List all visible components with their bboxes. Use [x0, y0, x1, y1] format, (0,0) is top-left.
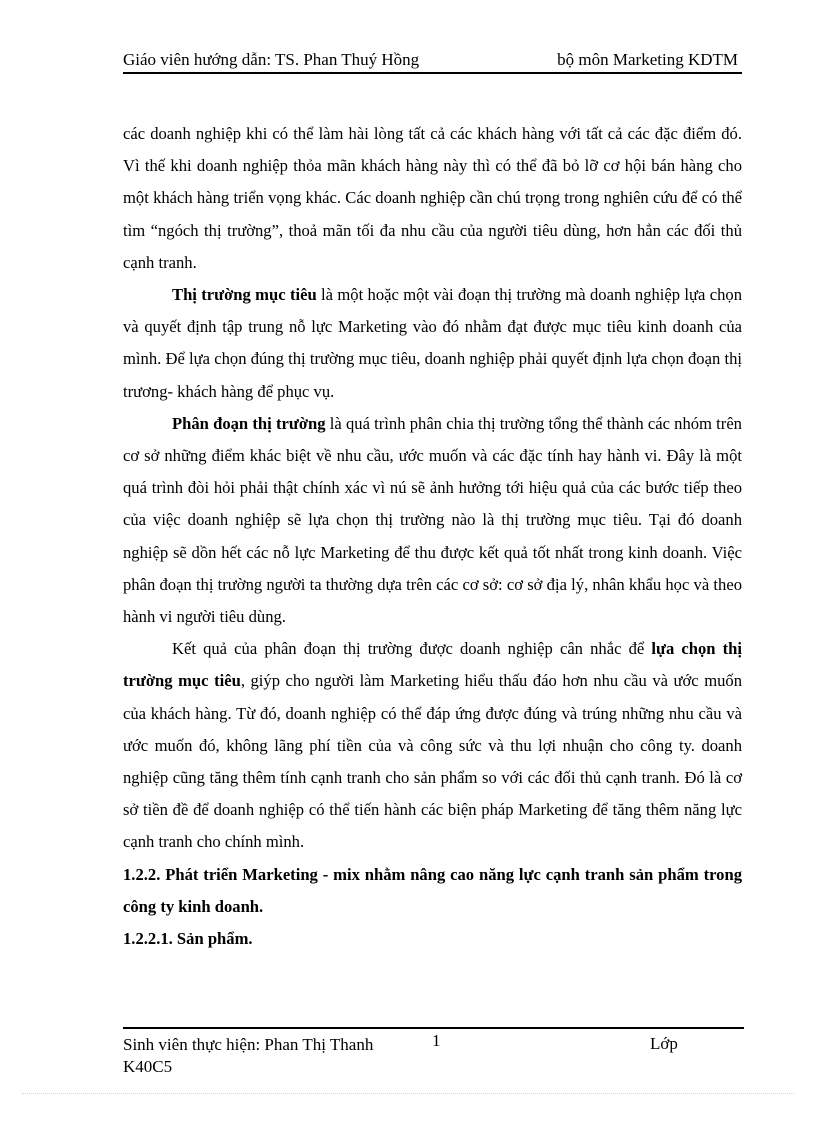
- page-header: [123, 46, 742, 74]
- paragraph-4-text: , giýp cho người làm Marketing hiểu thấu đáo hơn nhu cầu và ước muốn của khách hàng. Từ đó, doanh nghiệp có thể đáp ứng được đúng và trúng những nhu cầu và ước muốn đó, không lãng phí tiền của và công sức và thu lợi nhuận cho công ty. doanh nghiệp cũng tăng thêm tính cạnh tranh cho sản phẩm so với các đối thủ cạnh tranh. Đó là cơ sở tiền đề để doanh nghiệp có thể tiến hành các biện pháp Marketing để tăng thêm năng lực cạnh tranh cho chính mình.: [123, 671, 743, 852]
- term-market-segmentation: Phân đoạn thị trường: [172, 413, 326, 433]
- term-choose-target-market: lựa chọn thị trường mục tiêu: [123, 639, 742, 691]
- footer-divider: [123, 1027, 744, 1029]
- page-number: 1: [432, 1031, 441, 1050]
- term-target-market: Thị trường mục tiêu: [172, 285, 317, 305]
- section-heading-1-2-2-1: 1.2.2.1. Sản phẩm.: [123, 929, 253, 949]
- paragraph-2-text: là một hoặc một vài đoạn thị trường mà doanh nghiệp lựa chọn và quyết định tập trung nỗ lực Marketing vào đó nhằm đạt được mục tiêu kinh doanh của mình. Để lựa chọn đúng thị trường mục tiêu, doanh nghiệp phải quyết định lựa chọn đoạn thị trương- khách hàng để phục vụ.: [123, 285, 742, 401]
- document-body: [123, 118, 742, 955]
- header-department: bộ môn Marketing KDTM: [557, 50, 738, 69]
- footer-class-code: K40C5: [123, 1057, 173, 1076]
- footer-student: [123, 1034, 373, 1078]
- page-boundary: [22, 1093, 794, 1094]
- paragraph-2: [123, 279, 742, 408]
- paragraph-4-start: Kết quả của phân đoạn thị trường được doanh nghiệp cân nhắc để: [172, 639, 652, 659]
- paragraph-3-text: là quá trình phân chia thị trường tổng thể thành các nhóm trên cơ sở những điểm khác biệt về nhu cầu, ước muốn và các đặc tính hay hành vi. Đây là một quá trình đòi hỏi phải thật chính xác vì nú sẽ ảnh hưởng tới hiệu quả của các bước tiếp theo của việc doanh nghiệp sẽ lựa chọn thị trường nào là thị trường mục tiêu. Tại đó doanh nghiệp sẽ dồn hết các nỗ lực Marketing để thu được kết quả tốt nhất trong kinh doanh. Việc phân đoạn thị trường người ta thường dựa trên các cơ sở: cơ sở địa lý, nhân khẩu học và theo hành vi người tiêu dùng.: [123, 413, 742, 627]
- paragraph-1: các doanh nghiệp khi có thể làm hài lòng tất cả các khách hàng với tất cả các đặc điểm đó. Vì thế khi doanh nghiệp thỏa mãn khách hàng này thì có thể đã bỏ lỡ cơ hội bán hàng cho một khách hàng triển vọng khác. Các doanh nghiệp cần chú trọng trong nghiên cứu để có thể tìm “ngóch thị trường”, thoả mãn tối đa nhu cầu của người tiêu dùng, hơn hẳn các đối thủ cạnh tranh.: [123, 124, 742, 272]
- footer-student-name: Sinh viên thực hiện: Phan Thị Thanh: [123, 1035, 374, 1054]
- header-advisor: Giáo viên hướng dẫn: TS. Phan Thuý Hồng: [123, 50, 420, 69]
- section-heading-1-2-2: 1.2.2. Phát triển Marketing - mix nhằm nâng cao năng lực cạnh tranh sản phẩm trong công ty kinh doanh.: [123, 864, 742, 916]
- footer-class-label: Lớp: [650, 1034, 678, 1053]
- paragraph-3: [123, 408, 742, 633]
- paragraph-4: [123, 633, 742, 858]
